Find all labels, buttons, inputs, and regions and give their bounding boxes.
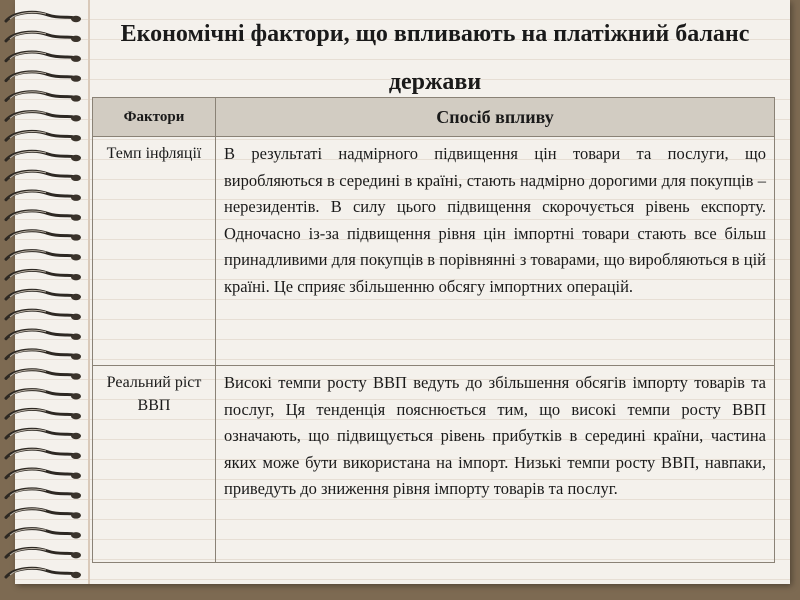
spiral-ring xyxy=(6,350,81,360)
spiral-ring xyxy=(6,429,81,439)
spiral-ring xyxy=(6,251,81,261)
spiral-binding xyxy=(0,0,95,600)
spiral-ring xyxy=(6,270,81,280)
spiral-ring xyxy=(6,529,81,539)
factors-table xyxy=(92,97,775,563)
table-row xyxy=(93,366,775,563)
spiral-ring xyxy=(6,211,81,221)
spiral-ring xyxy=(6,171,81,181)
spiral-ring xyxy=(6,330,81,340)
spiral-ring xyxy=(6,310,81,320)
spiral-ring xyxy=(6,52,81,62)
spiral-ring xyxy=(6,449,81,459)
spiral-ring xyxy=(6,231,81,241)
spiral-ring xyxy=(6,131,81,141)
header-effect: Спосіб впливу xyxy=(216,98,775,137)
spiral-ring xyxy=(6,390,81,400)
spiral-ring xyxy=(6,72,81,82)
spiral-ring xyxy=(6,191,81,201)
spiral-ring xyxy=(6,290,81,300)
factors-table-container xyxy=(92,97,774,563)
spiral-ring xyxy=(6,12,81,22)
spiral-ring xyxy=(6,568,81,578)
header-factors: Фактори xyxy=(93,98,216,137)
spiral-ring xyxy=(6,112,81,122)
spiral-ring xyxy=(6,548,81,558)
factor-cell: Реальний ріст ВВП xyxy=(93,366,216,563)
spiral-ring xyxy=(6,151,81,161)
table-header-row xyxy=(93,98,775,137)
page-title: Економічні фактори, що впливають на платіжний баланс держави xyxy=(120,21,750,95)
effect-cell: В результаті надмірного підвищення цін товари та послуги, що виробляються в середині в країні, стають надмірно дорогими для покупців – нерезидентів. В силу цього підвищення скорочується рівень експорту. Одночасно із-за підвищення рівня цін імпортні товари стають все більш принадливими для покупців в порівнянні з товарами, що виробляються в цій країні. Це сприяє збільшенню обсягу імпортних операцій. xyxy=(216,137,775,366)
spiral-ring xyxy=(6,32,81,42)
factor-cell: Темп інфляції xyxy=(93,137,216,366)
spiral-ring xyxy=(6,469,81,479)
spiral-ring xyxy=(6,370,81,380)
spiral-ring xyxy=(6,409,81,419)
table-row xyxy=(93,137,775,366)
spiral-ring xyxy=(6,489,81,499)
spiral-ring xyxy=(6,509,81,519)
effect-cell: Високі темпи росту ВВП ведуть до збільшення обсягів імпорту товарів та послуг, Ця тенденція пояснюється тим, що високі темпи росту ВВП означають, що підвищується рівень прибутків в середині країни, частина яких може бути використана на імпорт. Низькі темпи росту ВВП, навпаки, приведуть до зниження рівня імпорту товарів та послуг. xyxy=(216,366,775,563)
spiral-ring xyxy=(6,92,81,102)
